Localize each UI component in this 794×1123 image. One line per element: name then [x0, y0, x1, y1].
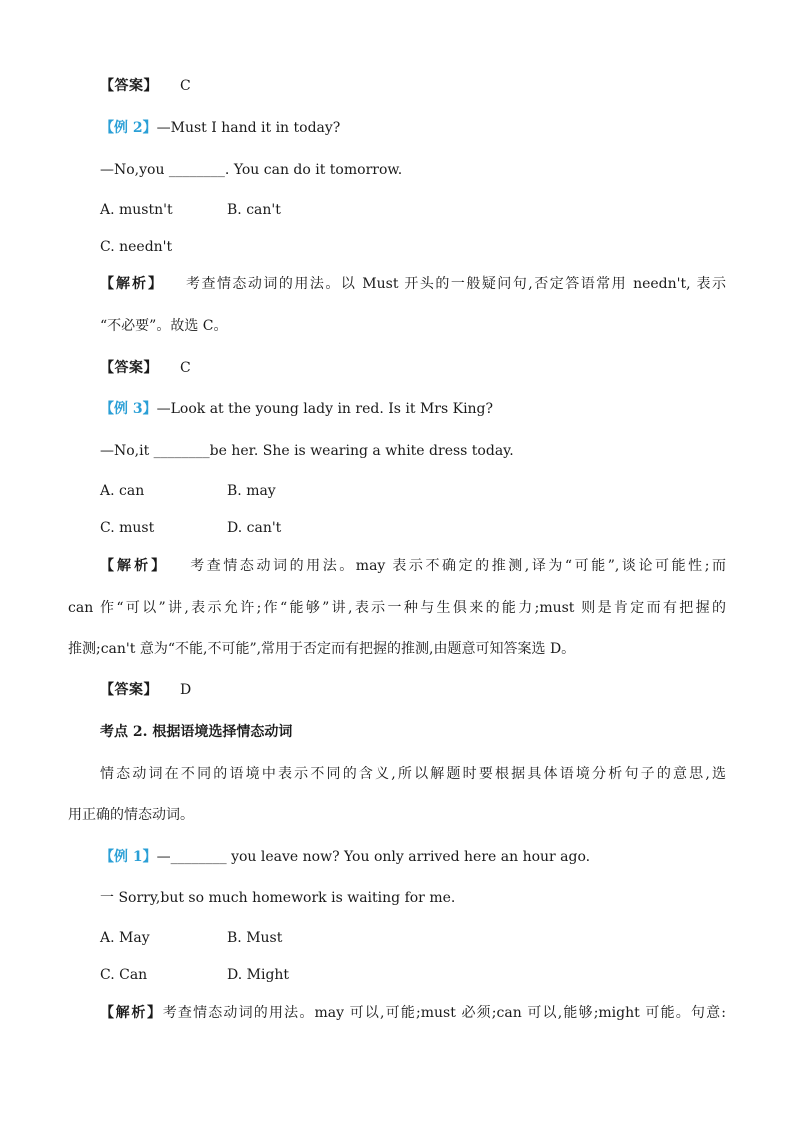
- example-2-options-ab: [100, 200, 726, 220]
- section-desc: 用正确的情态动词。: [68, 807, 194, 823]
- example-3-options-ab: [100, 481, 726, 501]
- analysis-text: 考查情态动词的用法。may 表示不确定的推测,译为“可能”,谈论可能性;而: [190, 558, 726, 574]
- section-desc-line-2: [68, 805, 726, 825]
- section-desc: 情态动词在不同的语境中表示不同的含义,所以解题时要根据具体语境分析句子的意思,选: [100, 766, 726, 782]
- example-3-options-cd: [100, 518, 726, 538]
- answer-label: 【答案】: [100, 360, 158, 376]
- analysis-text: 考查情态动词的用法。may 可以,可能;must 必须;can 可以,能够;might 可能。句意:: [162, 1005, 727, 1021]
- option-b: B. may: [227, 483, 276, 499]
- analysis-label: 【解析】: [100, 1005, 163, 1021]
- option-d: D. can't: [227, 520, 282, 536]
- question-text: —Must I hand it in today?: [156, 120, 341, 136]
- option-c: C. needn't: [100, 239, 173, 255]
- analysis-text: “不必要”。故选 C。: [100, 318, 228, 334]
- example-1-analysis-line-1: [100, 1003, 726, 1023]
- response-text: —No,you ________. You can do it tomorrow.: [100, 162, 403, 178]
- example-2-question: [100, 118, 726, 138]
- option-a: A. can: [100, 483, 145, 499]
- example-3-response: [100, 441, 726, 461]
- analysis-label: 【解析】: [100, 276, 164, 292]
- section-title: 考点 2. 根据语境选择情态动词: [100, 724, 293, 740]
- example-1-options-ab: [100, 928, 726, 948]
- analysis-label: 【解析】: [100, 558, 169, 574]
- option-b: B. Must: [227, 930, 283, 946]
- question-text: —Look at the young lady in red. Is it Mrs King?: [156, 401, 494, 417]
- answer-line: [100, 358, 726, 378]
- example-tag: 【例 2】: [100, 120, 157, 136]
- answer-value: C: [180, 78, 191, 94]
- example-2-response: [100, 160, 726, 180]
- question-text: —________ you leave now? You only arrived here an hour ago.: [156, 849, 591, 865]
- answer-line: [100, 76, 726, 96]
- example-tag: 【例 1】: [100, 849, 157, 865]
- answer-value: C: [180, 360, 191, 376]
- response-text: —No,it ________be her. She is wearing a white dress today.: [100, 443, 514, 459]
- example-3-analysis-line-3: [68, 639, 726, 659]
- answer-label: 【答案】: [100, 682, 158, 698]
- option-d: D. Might: [227, 967, 290, 983]
- answer-value: D: [180, 682, 192, 698]
- example-tag: 【例 3】: [100, 401, 157, 417]
- option-c: C. Can: [100, 967, 148, 983]
- example-3-question: [100, 399, 726, 419]
- answer-label: 【答案】: [100, 78, 158, 94]
- answer-line: [100, 680, 726, 700]
- analysis-text: 推测;can't 意为“不能,不可能”,常用于否定而有把握的推测,由题意可知答案选 D。: [68, 641, 576, 657]
- example-2-analysis-line-1: [100, 274, 726, 294]
- example-2-analysis-line-2: [100, 316, 726, 336]
- example-2-options-c: [100, 237, 726, 257]
- response-text: 一 Sorry,but so much homework is waiting for me.: [100, 890, 456, 906]
- example-1-response: [100, 888, 726, 908]
- option-a: A. May: [100, 930, 150, 946]
- option-c: C. must: [100, 520, 155, 536]
- option-b: B. can't: [227, 202, 281, 218]
- example-3-analysis-line-2: [68, 598, 726, 618]
- analysis-text: 考查情态动词的用法。以 Must 开头的一般疑问句,否定答语常用 needn't, 表示: [185, 276, 727, 292]
- example-1-options-cd: [100, 965, 726, 985]
- analysis-text: can 作“可以”讲,表示允许;作“能够”讲,表示一种与生俱来的能力;must 则是肯定而有把握的: [68, 600, 726, 616]
- section-desc-line-1: [100, 764, 726, 784]
- example-1-question: [100, 847, 726, 867]
- option-a: A. mustn't: [100, 202, 173, 218]
- example-3-analysis-line-1: [100, 556, 726, 576]
